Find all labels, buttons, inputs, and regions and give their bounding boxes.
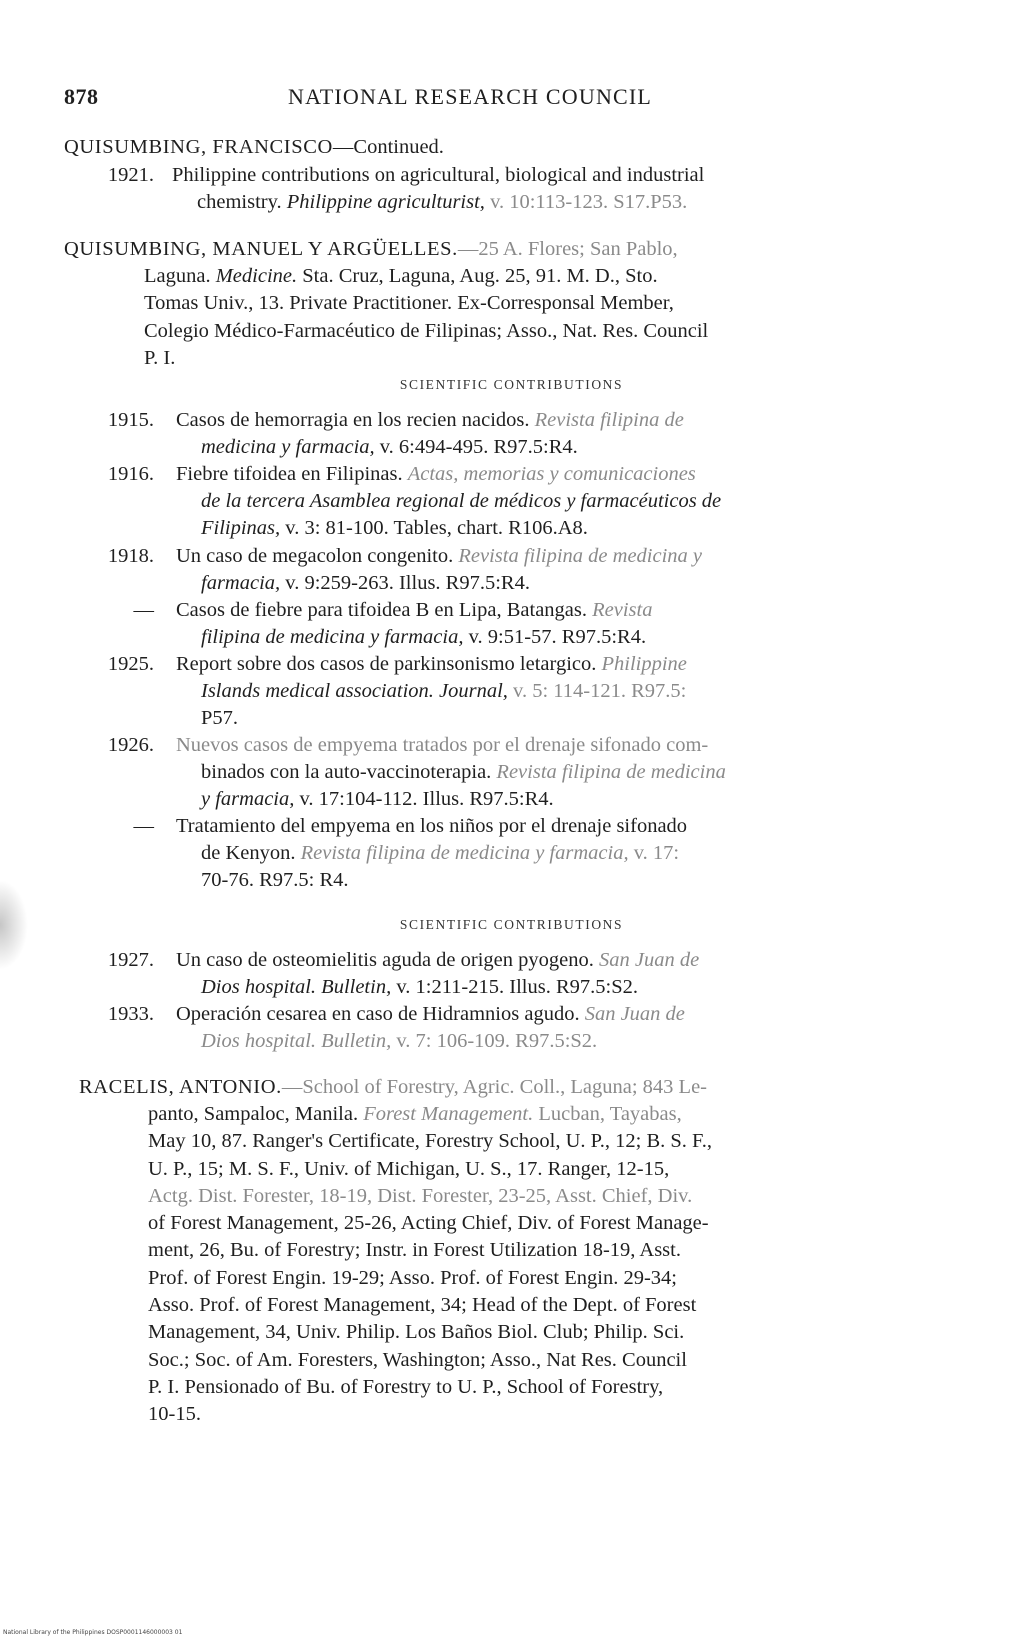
journal-title: Philippine agriculturist, — [286, 191, 485, 213]
journal-title: de la tercera Asamblea regional de médicos y farmacéuticos de — [201, 490, 722, 512]
contribution-item — [176, 543, 702, 570]
section-heading: SCIENTIFIC CONTRIBUTIONS — [399, 917, 624, 932]
contribution-item-cont — [201, 840, 679, 895]
volume-callnumber: v. 6:494-495. R97.5:R4. — [379, 436, 578, 458]
volume-callnumber: v. 1:211-215. Illus. R97.5:S2. — [396, 976, 638, 998]
bio-text: Laguna. — [144, 265, 211, 287]
bio-line: Prof. of Forest Engin. 19-29; Asso. Prof. of Forest Engin. 29-34; — [148, 1266, 677, 1289]
bio-text: panto, Sampaloc, Manila. — [148, 1103, 359, 1125]
contribution-item — [176, 947, 699, 974]
contribution-title: Casos de fiebre para tifoidea B en Lipa, Batangas. — [176, 599, 587, 621]
bio-line: 10-15. — [148, 1403, 201, 1426]
continued-label: —Continued. — [332, 136, 444, 158]
volume-callnumber: v. 9:51-57. R97.5:R4. — [468, 626, 647, 648]
bio-text: Sta. Cruz, Laguna, Aug. 25, 91. M. D., Sto. — [302, 265, 658, 287]
entry-address: —School of Forestry, Agric. Coll., Laguna; 843 Le- — [281, 1076, 707, 1098]
contribution-title: Casos de hemorragia en los recien nacidos. — [176, 409, 530, 431]
journal-title: medicina y farmacia, — [201, 436, 375, 458]
journal-title: y farmacia, — [201, 788, 295, 811]
page-number: 878 — [64, 84, 99, 109]
entry-name: QUISUMBING, MANUEL Y ARGÜELLES. — [64, 238, 458, 260]
entry-citation-cont — [197, 189, 687, 216]
contribution-year: 1926. — [107, 734, 154, 756]
entry-year: 1921. — [107, 164, 154, 186]
contribution-item-cont — [201, 570, 530, 597]
field-of-study: Medicine. — [215, 265, 298, 287]
journal-title: San Juan de — [584, 1003, 685, 1025]
contribution-item — [176, 461, 696, 488]
running-title: NATIONAL RESEARCH COUNCIL — [288, 84, 653, 109]
contribution-item — [176, 651, 687, 678]
journal-title: Actas, memorias y comunicaciones — [407, 463, 696, 485]
entry-name: QUISUMBING, FRANCISCO — [64, 136, 333, 158]
contribution-year: 1925. — [107, 653, 154, 675]
volume-callnumber: v. 10:113-123. S17.P53. — [490, 191, 688, 213]
journal-title: Revista filipina de medicina — [496, 761, 726, 783]
section-heading: SCIENTIFIC CONTRIBUTIONS — [399, 377, 624, 392]
bio-line: Asso. Prof. of Forest Management, 34; Head of the Dept. of Forest — [148, 1294, 697, 1317]
bio-line: Management, 34, Univ. Philip. Los Baños Biol. Club; Philip. Sci. — [148, 1321, 685, 1344]
journal-title: Dios hospital. Bulletin, — [201, 1030, 392, 1052]
volume-callnumber: v. 17:104-112. Illus. R97.5:R4. — [299, 788, 554, 811]
journal-title: Revista — [592, 599, 653, 621]
contribution-item-cont — [201, 434, 578, 461]
contribution-title: binados con la auto-vaccinoterapia. — [201, 761, 492, 783]
citation-text: chemistry. — [197, 191, 282, 213]
contribution-title: Un caso de megacolon congenito. — [176, 545, 454, 567]
bio-line: Actg. Dist. Forester, 18-19, Dist. Forester, 23-25, Asst. Chief, Div. — [148, 1184, 693, 1207]
callnumber: P57. — [201, 707, 239, 730]
journal-title: Revista filipina de medicina y — [458, 545, 703, 567]
journal-title: filipina de medicina y farmacia, — [201, 626, 464, 648]
field-of-study: Forest Management. — [363, 1103, 534, 1125]
contribution-item-cont — [201, 974, 638, 1001]
journal-title: Philippine — [601, 653, 687, 675]
volume-callnumber: v. 5: 114-121. R97.5: — [513, 680, 687, 702]
contribution-year: 1933. — [107, 1003, 154, 1025]
journal-title: Revista filipina de — [534, 409, 684, 431]
journal-title: Dios hospital. Bulletin, — [201, 976, 392, 998]
journal-title: Filipinas, — [201, 517, 281, 540]
bio-line: May 10, 87. Ranger's Certificate, Forestry School, U. P., 12; B. S. F., — [148, 1130, 713, 1153]
journal-title: farmacia, — [201, 572, 281, 594]
entry-citation — [172, 162, 704, 189]
contribution-item-cont — [201, 624, 646, 651]
contribution-year: 1918. — [107, 545, 154, 567]
volume-callnumber: v. 7: 106-109. R97.5:S2. — [396, 1030, 598, 1052]
contribution-item-cont — [201, 1028, 597, 1055]
bio-line: U. P., 15; M. S. F., Univ. of Michigan, U. S., 17. Ranger, 12-15, — [148, 1157, 670, 1180]
contribution-year: 1916. — [107, 463, 154, 485]
contribution-dash: — — [133, 815, 154, 837]
volume: v. 17: — [633, 842, 680, 864]
scan-footer: National Library of the Philippines DOSP0001146000003 01 — [3, 1629, 183, 1636]
citation-line: Philippine contributions on agricultural, biological and industrial — [172, 164, 705, 186]
journal-title: Revista filipina de medicina y farmacia, — [300, 842, 629, 864]
entry-quisumbing-manuel — [64, 236, 678, 263]
contribution-title: de Kenyon. — [201, 842, 296, 864]
bio-text: Lucban, Tayabas, — [538, 1103, 682, 1125]
bio-line: P. I. — [144, 346, 176, 369]
contribution-item — [176, 597, 652, 624]
pages-callnumber: 70-76. R97.5: R4. — [201, 869, 349, 892]
entry-racelis — [79, 1074, 707, 1101]
contribution-item — [176, 407, 684, 434]
bio-line: ment, 26, Bu. of Forestry; Instr. in Forest Utilization 18-19, Asst. — [148, 1239, 681, 1262]
contribution-title: Report sobre dos casos de parkinsonismo letargico. — [176, 653, 597, 675]
contribution-item — [176, 732, 708, 759]
contribution-dash: — — [133, 599, 154, 621]
contribution-item-cont — [201, 759, 726, 814]
contribution-item-cont — [201, 488, 721, 543]
entry-bio — [148, 1101, 712, 1429]
entry-address: —25 A. Flores; San Pablo, — [457, 238, 678, 260]
contribution-title: Fiebre tifoidea en Filipinas. — [176, 463, 403, 485]
contribution-title: Tratamiento del empyema en los niños por el drenaje sifonado — [176, 815, 688, 837]
contribution-item — [176, 1001, 685, 1028]
contribution-item-cont — [201, 678, 686, 733]
bio-line: Soc.; Soc. of Am. Foresters, Washington; Asso., Nat Res. Council — [148, 1348, 687, 1371]
contribution-title: Operación cesarea en caso de Hidramnios agudo. — [176, 1003, 580, 1025]
bio-line: Tomas Univ., 13. Private Practitioner. Ex-Corresponsal Member, — [144, 292, 674, 315]
volume-callnumber: v. 3: 81-100. Tables, chart. R106.A8. — [285, 517, 588, 540]
bio-line: P. I. Pensionado of Bu. of Forestry to U. P., School of Forestry, — [148, 1375, 664, 1398]
volume-callnumber: v. 9:259-263. Illus. R97.5:R4. — [285, 572, 530, 594]
journal-title: San Juan de — [599, 949, 700, 971]
journal-title: Islands medical association. Journal, — [201, 680, 508, 702]
bio-line: Colegio Médico-Farmacéutico de Filipinas; Asso., Nat. Res. Council — [144, 319, 709, 342]
bio-line: of Forest Management, 25-26, Acting Chief, Div. of Forest Manage- — [148, 1212, 709, 1235]
entry-quisumbing-francisco — [64, 134, 444, 161]
entry-bio — [144, 263, 708, 372]
contribution-title: Un caso de osteomielitis aguda de origen pyogeno. — [176, 949, 594, 971]
contribution-year: 1927. — [107, 949, 154, 971]
entry-name: RACELIS, ANTONIO. — [79, 1076, 282, 1098]
contribution-year: 1915. — [107, 409, 154, 431]
contribution-title: Nuevos casos de empyema tratados por el drenaje sifonado com- — [176, 734, 709, 756]
contribution-item — [176, 813, 687, 840]
